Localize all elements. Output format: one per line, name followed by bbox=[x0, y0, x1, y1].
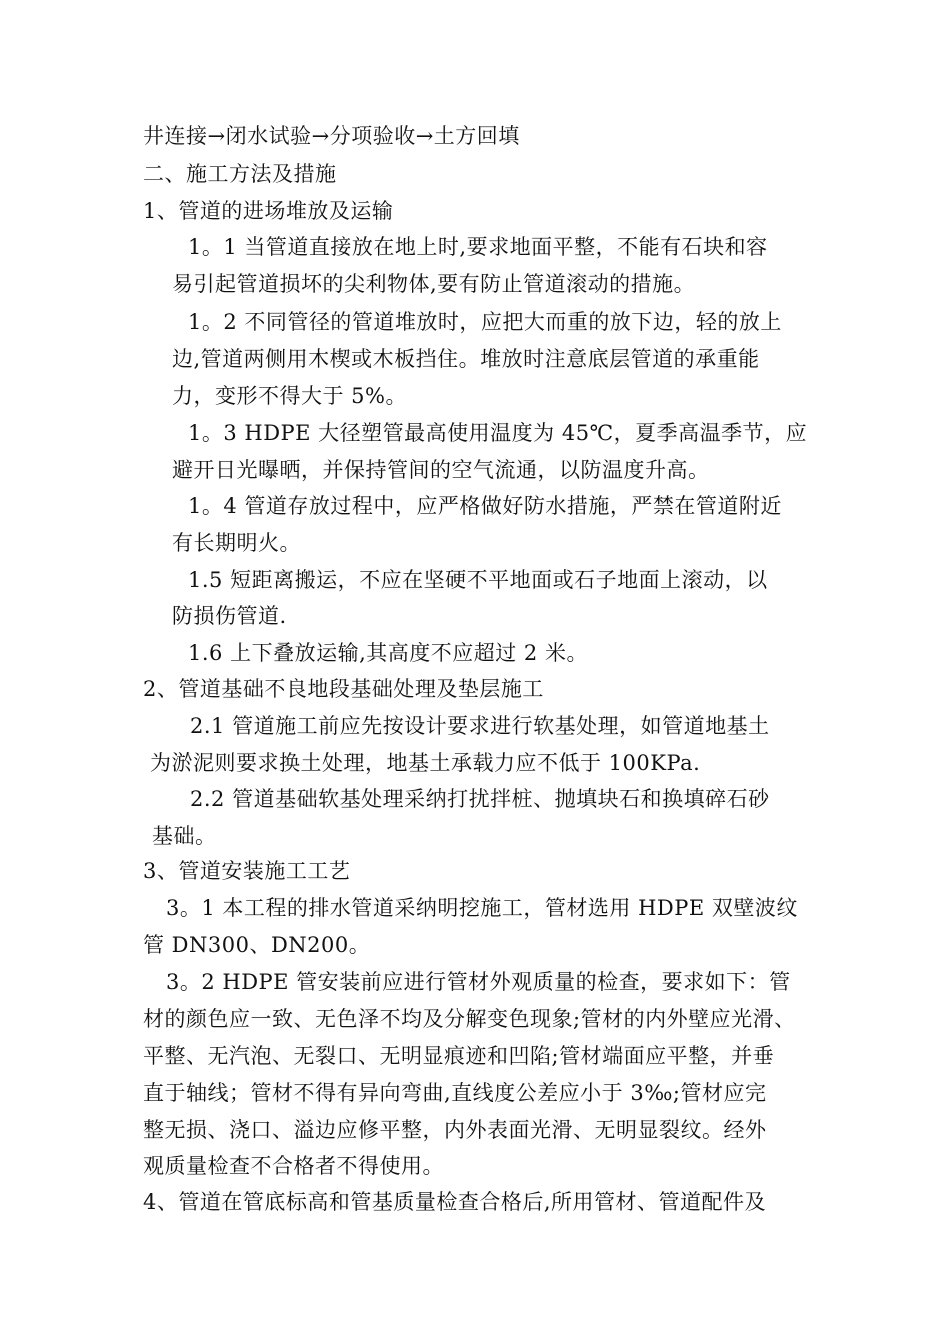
subsection-heading: 4、管道在管底标高和管基质量检查合格后,所用管材、管道配件及 bbox=[143, 1190, 767, 1214]
subsection-heading: 3、管道安装施工工艺 bbox=[143, 859, 351, 883]
text-line: 平整、无汽泡、无裂口、无明显痕迹和凹陷;管材端面应平整，并垂 bbox=[143, 1044, 775, 1068]
text-line: 1。2 不同管径的管道堆放时，应把大而重的放下边，轻的放上 bbox=[188, 310, 782, 334]
subsection-heading: 1、管道的进场堆放及运输 bbox=[143, 199, 394, 223]
text-line: 为淤泥则要求换土处理，地基土承载力应不低于 100KPa. bbox=[150, 751, 701, 775]
text-line: 避开日光曝晒，并保持管间的空气流通，以防温度升高。 bbox=[172, 458, 710, 482]
text-line: 观质量检查不合格者不得使用。 bbox=[143, 1154, 444, 1178]
text-line: 管 DN300、DN200。 bbox=[143, 933, 371, 957]
text-line: 直于轴线；管材不得有异向弯曲,直线度公差应小于 3‰;管材应完 bbox=[143, 1081, 767, 1105]
text-line: 材的颜色应一致、无色泽不均及分解变色现象;管材的内外壁应光滑、 bbox=[143, 1007, 796, 1031]
text-line: 边,管道两侧用木楔或木板挡住。堆放时注意底层管道的承重能 bbox=[172, 347, 760, 371]
text-line: 有长期明火。 bbox=[172, 531, 301, 555]
text-line: 整无损、浇口、溢边应修平整，内外表面光滑、无明显裂纹。经外 bbox=[143, 1118, 767, 1142]
text-line: 1。1 当管道直接放在地上时,要求地面平整，不能有石块和容 bbox=[188, 235, 768, 259]
text-line: 井连接→闭水试验→分项验收→土方回填 bbox=[143, 124, 520, 148]
subsection-heading: 2、管道基础不良地段基础处理及垫层施工 bbox=[143, 677, 544, 701]
text-line: 2.1 管道施工前应先按设计要求进行软基处理，如管道地基土 bbox=[190, 714, 770, 738]
text-line: 1。4 管道存放过程中，应严格做好防水措施，严禁在管道附近 bbox=[188, 494, 782, 518]
section-heading: 二、施工方法及措施 bbox=[143, 162, 337, 186]
text-line: 2.2 管道基础软基处理采纳打扰拌桩、抛填块石和换填碎石砂 bbox=[190, 787, 770, 811]
text-line: 防损伤管道. bbox=[172, 604, 287, 628]
text-line: 1。3 HDPE 大径塑管最高使用温度为 45℃，夏季高温季节，应 bbox=[188, 421, 808, 445]
text-line: 1.6 上下叠放运输,其高度不应超过 2 米。 bbox=[188, 641, 588, 665]
text-line: 3。1 本工程的排水管道采纳明挖施工，管材选用 HDPE 双壁波纹 bbox=[166, 896, 798, 920]
text-line: 基础。 bbox=[152, 824, 217, 848]
text-line: 力，变形不得大于 5%。 bbox=[172, 384, 407, 408]
text-line: 易引起管道损坏的尖利物体,要有防止管道滚动的措施。 bbox=[172, 272, 696, 296]
text-line: 3。2 HDPE 管安装前应进行管材外观质量的检查，要求如下：管 bbox=[166, 970, 791, 994]
text-line: 1.5 短距离搬运，不应在坚硬不平地面或石子地面上滚动，以 bbox=[188, 568, 768, 592]
